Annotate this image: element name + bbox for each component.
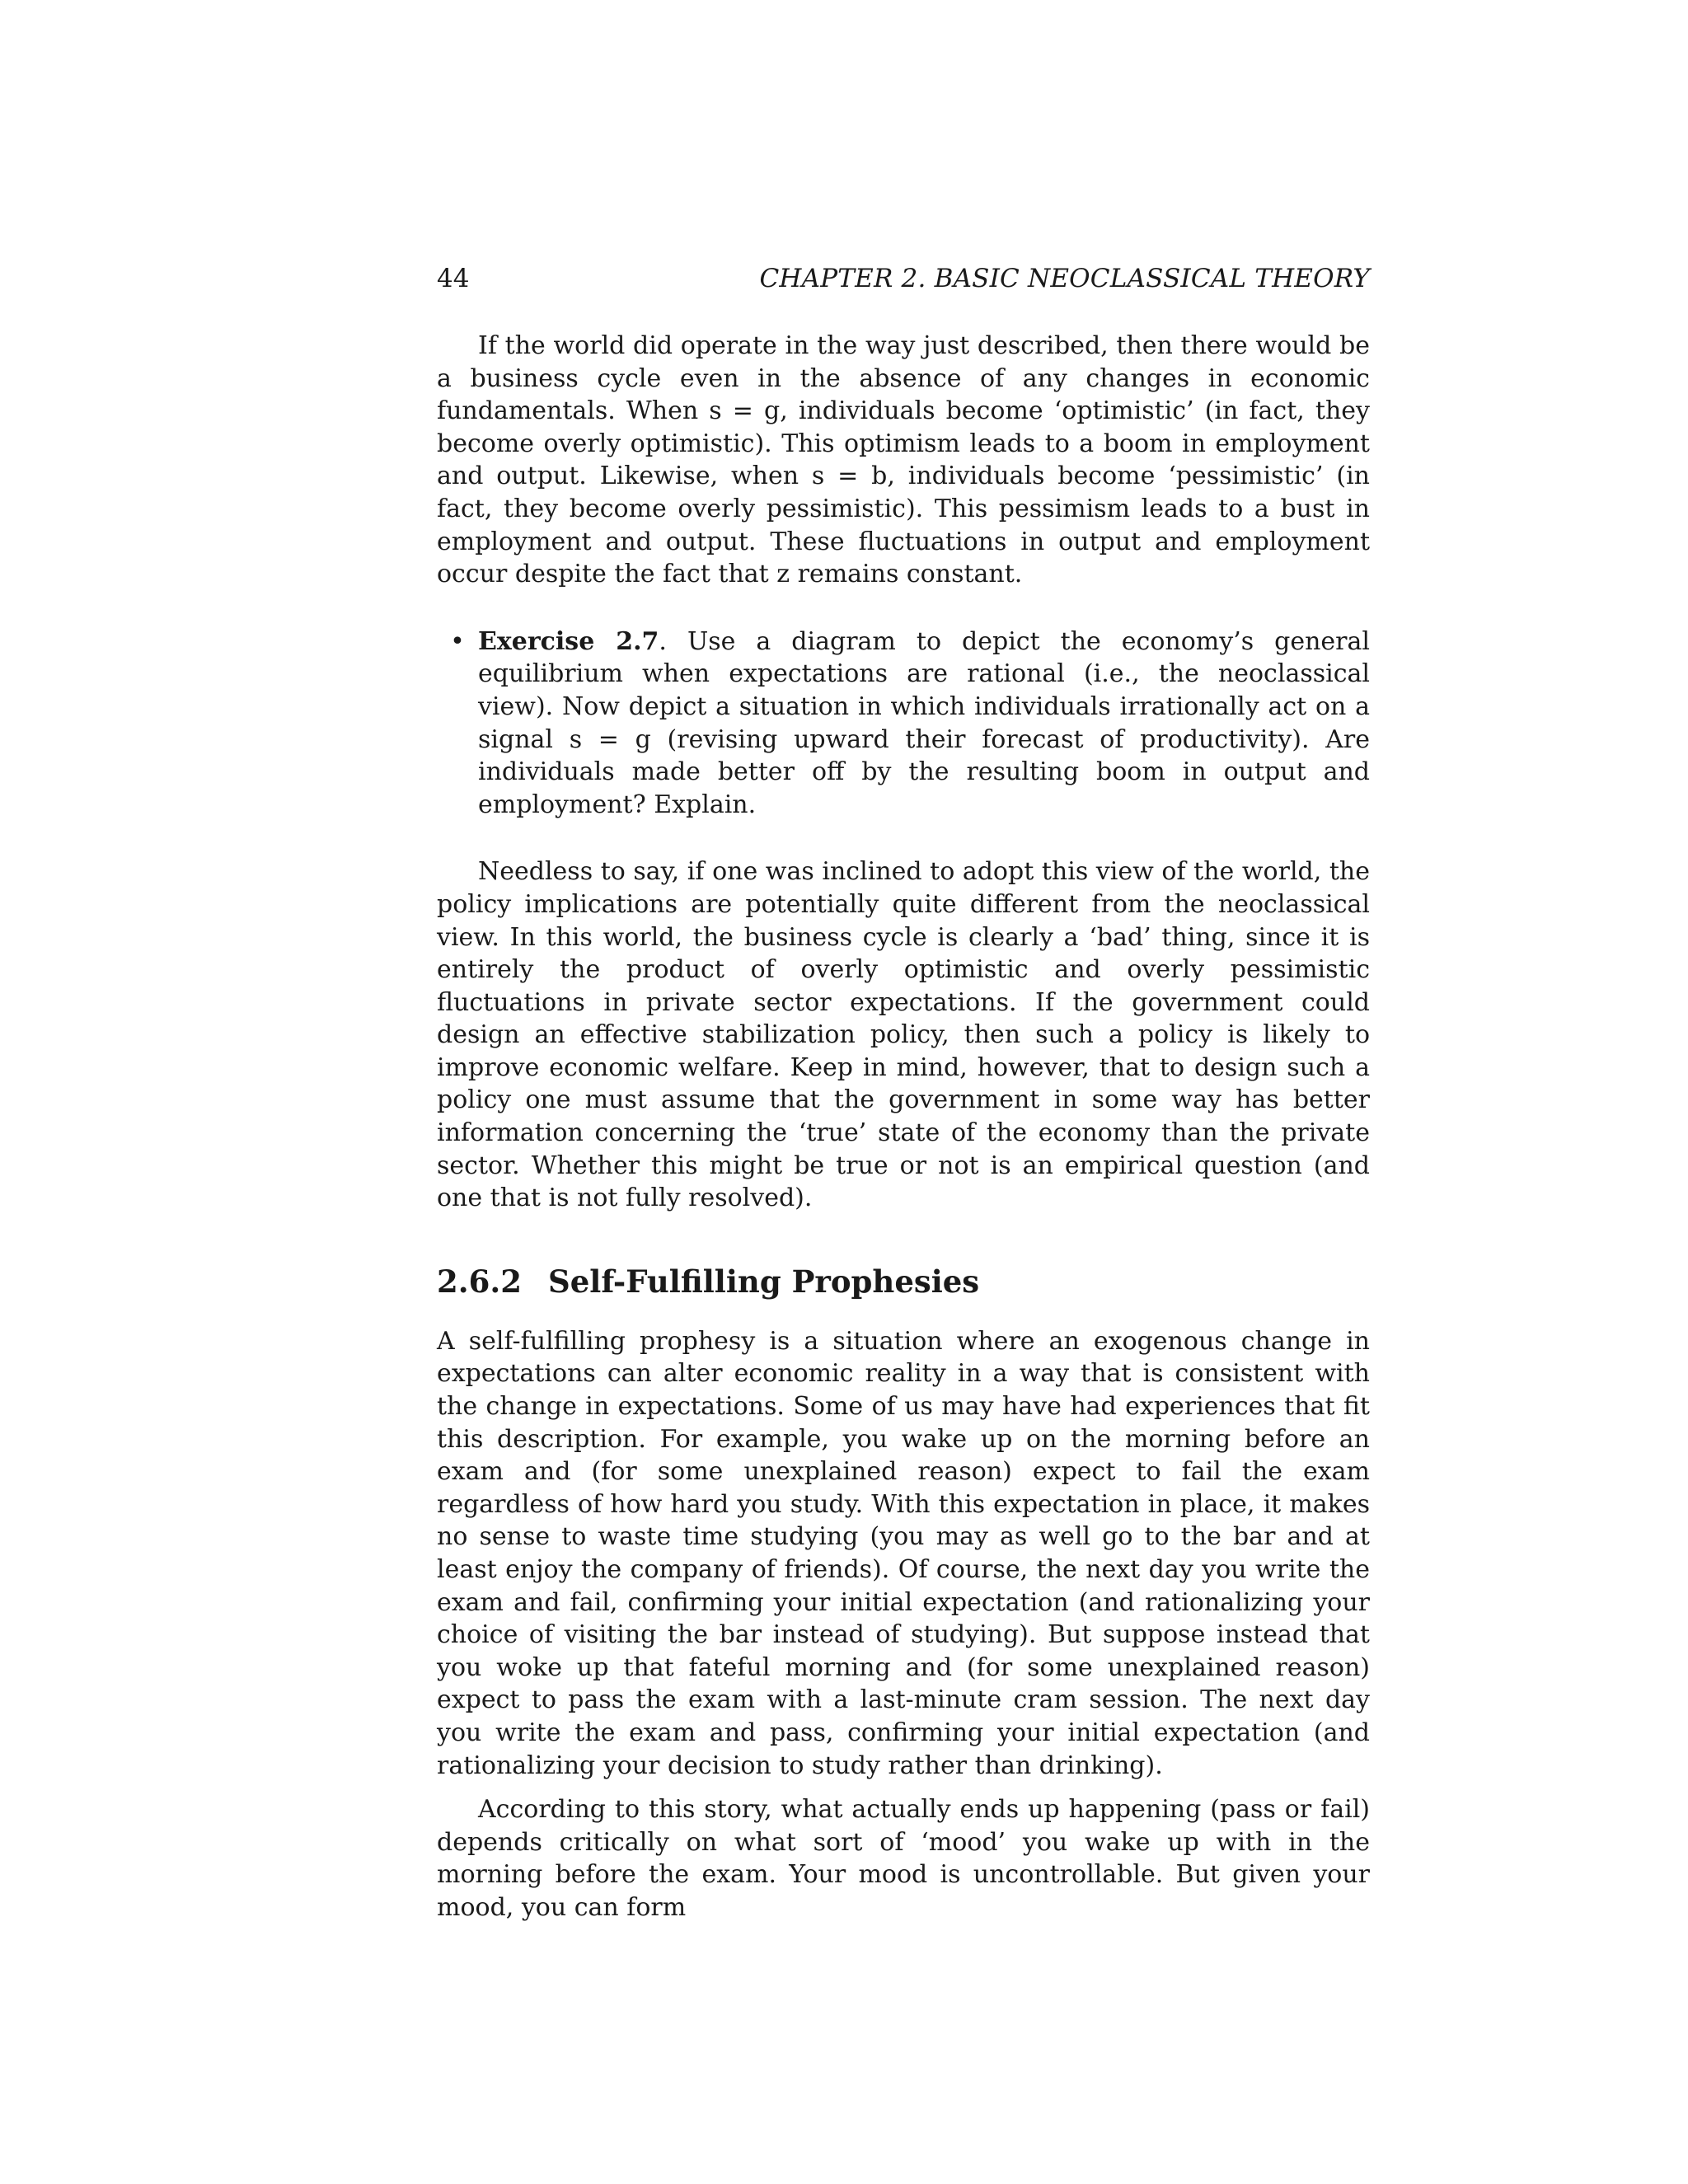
exercise-item xyxy=(437,626,1370,822)
page-content xyxy=(437,262,1370,1924)
section-title: Self-Fulfilling Prophesies xyxy=(548,1263,980,1300)
paragraph-business-cycle: If the world did operate in the way just described, then there would be a business cycle even in the absence of any changes in economic fundamentals. When s = g, individuals become ‘optimistic’ (in fact, they become overly optimistic). This optimism leads to a boom in employment and output. Likewise, when s = b, individuals become ‘pessimistic’ (in fact, they become overly pessimistic). This pessimism leads to a bust in employment and output. These fluctuations in output and employment occur despite the fact that z remains constant. xyxy=(437,331,1370,589)
page-number: 44 xyxy=(437,264,470,293)
paragraph-self-fulfilling: A self-fulfilling prophesy is a situation where an exogenous change in expectations can alter economic reality in a way that is consistent with the change in expectations. Some of us may have had experiences that fit this description. For example, you wake up on the morning before an exam and (for some unexplained reason) expect to fail the exam regardless of how hard you study. With this expectation in place, it makes no sense to waste time studying (you may as well go to the bar and at least enjoy the company of friends). Of course, the next day you write the exam and fail, confirming your initial expectation (and rationalizing your choice of visiting the bar instead of studying). But suppose instead that you woke up that fateful morning and (for some unexplained reason) expect to pass the exam with a last-minute cram session. The next day you write the exam and pass, confirming your initial expectation (and rationalizing your decision to study rather than drinking). xyxy=(437,1326,1370,1780)
running-header xyxy=(437,262,1370,295)
paragraph-policy-implications: Needless to say, if one was inclined to adopt this view of the world, the policy implications are potentially quite different from the neoclassical view. In this world, the business cycle is clearly a ‘bad’ thing, since it is entirely the product of overly optimistic and overly pessimistic fluctuations in private sector expectations. If the government could design an effective stabilization policy, then such a policy is likely to improve economic welfare. Keep in mind, however, that to design such a policy one must assume that the government in some way has better information concerning the ‘true’ state of the economy than the private sector. Whether this might be true or not is an empirical question (and one that is not fully resolved). xyxy=(437,857,1370,1213)
section-heading xyxy=(437,1263,1370,1301)
bullet-icon: • xyxy=(450,626,465,656)
running-title: CHAPTER 2. BASIC NEOCLASSICAL THEORY xyxy=(759,264,1370,293)
exercise-text: . Use a diagram to depict the economy’s general equilibrium when expectations are rational (i.e., the neoclassical view). Now depict a situation in which individuals irrationally act on a signal s = g (revising upward their forecast of productivity). Are individuals made better off by the resulting boom in output and employment? Explain. xyxy=(478,626,1371,819)
paragraph-story: According to this story, what actually ends up happening (pass or fail) depends critically on what sort of ‘mood’ you wake up with in the morning before the exam. Your mood is uncontrollable. But given your mood, you can form xyxy=(437,1795,1370,1922)
section-number: 2.6.2 xyxy=(437,1263,522,1300)
exercise-label: Exercise 2.7 xyxy=(478,626,659,656)
exercise-body xyxy=(478,626,1370,822)
